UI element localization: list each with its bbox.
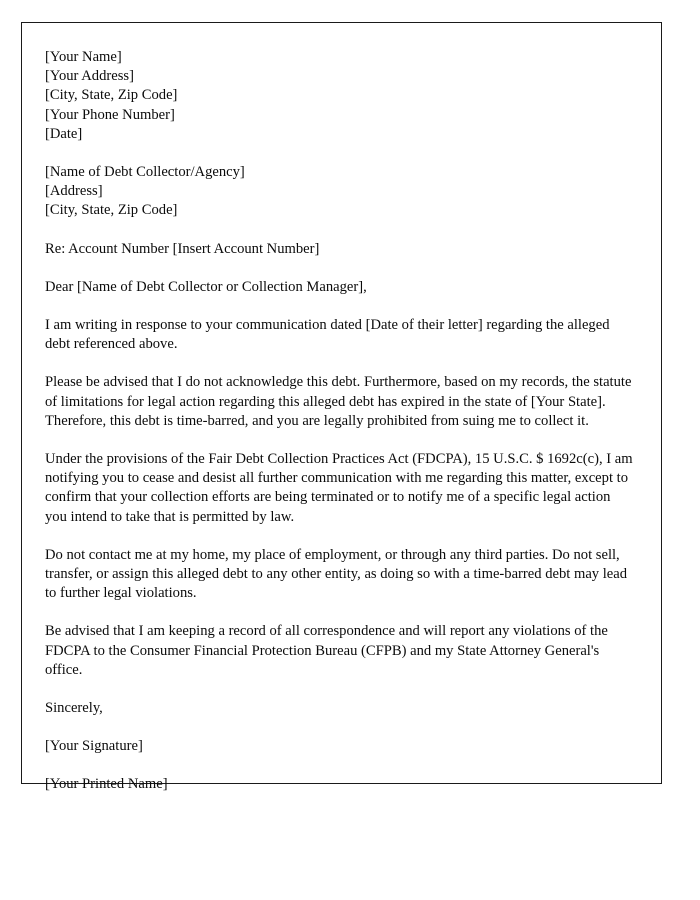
body-paragraph-2: Please be advised that I do not acknowledge this debt. Furthermore, based on my records, the statute of limitations for legal action regarding this alleged debt has expired in the state of [Your State]. Therefore, this debt is time-barred, and you are legally prohibited from suing me to collect it. <box>45 374 632 429</box>
body-paragraph-5: Be advised that I am keeping a record of all correspondence and will report any violations of the FDCPA to the Consumer Financial Protection Bureau (CFPB) and my State Attorney General's office. <box>45 623 608 678</box>
body-paragraph-3: Under the provisions of the Fair Debt Collection Practices Act (FDCPA), 15 U.S.C. $ 1692c(c), I am notifying you to cease and desist all further communication with me regarding this matter, except to confirm that your collection efforts are being terminated or to notify me of a specific legal action you intend to take that is permitted by law. <box>45 451 633 525</box>
letter-date: [Date] <box>45 125 83 142</box>
sender-phone-number: [Your Phone Number] <box>45 106 175 123</box>
signature-placeholder: [Your Signature] <box>45 738 143 755</box>
recipient-agency-name: [Name of Debt Collector/Agency] <box>45 164 245 181</box>
sender-street-address: [Your Address] <box>45 68 134 85</box>
salutation: Dear [Name of Debt Collector or Collection Manager], <box>45 278 367 295</box>
subject-line: Re: Account Number [Insert Account Number] <box>45 240 320 257</box>
sender-address-block <box>45 48 633 144</box>
body-paragraph-1: I am writing in response to your communication dated [Date of their letter] regarding the alleged debt referenced above. <box>45 317 610 353</box>
body-paragraph-4: Do not contact me at my home, my place of employment, or through any third parties. Do not sell, transfer, or assign this alleged debt to any other entity, as doing so with a time-barred debt may lead to further legal violations. <box>45 546 628 602</box>
letter-content <box>45 48 633 814</box>
sender-name: [Your Name] <box>45 49 122 65</box>
recipient-street-address: [Address] <box>45 183 103 200</box>
recipient-address-block <box>45 163 633 221</box>
page-border-frame <box>21 22 662 793</box>
printed-name-placeholder: [Your Printed Name] <box>45 776 168 793</box>
recipient-city-state-zip: [City, State, Zip Code] <box>45 202 178 219</box>
closing-salutation: Sincerely, <box>45 700 103 717</box>
sender-city-state-zip: [City, State, Zip Code] <box>45 87 178 104</box>
